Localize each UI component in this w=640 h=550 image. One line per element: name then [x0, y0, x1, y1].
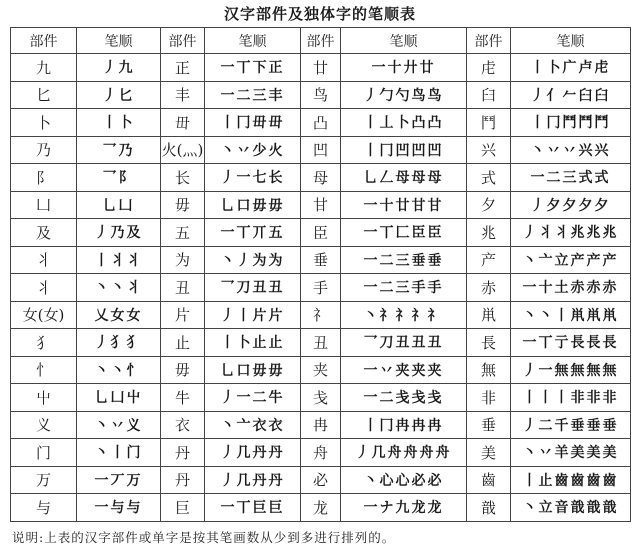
- header-stroke-order: 笔顺: [77, 28, 161, 54]
- stroke-order-cell: 丶丶丬: [77, 274, 161, 302]
- stroke-order-cell: 丶丷羊美美美: [511, 439, 631, 467]
- stroke-order-cell: 乚𠃋母母母: [341, 164, 467, 192]
- stroke-order-cell: 乛阝: [77, 164, 161, 192]
- component-cell: 犭: [11, 329, 77, 357]
- component-cell: 垂: [301, 246, 341, 274]
- stroke-order-cell: 丿几舟舟舟舟: [341, 439, 467, 467]
- table-row: [11, 164, 631, 192]
- component-cell: 式: [467, 164, 511, 192]
- component-cell: 屮: [11, 384, 77, 412]
- component-cell: 凵: [11, 191, 77, 219]
- component-cell: 凸: [301, 109, 341, 137]
- component-cell: 夕: [467, 191, 511, 219]
- stroke-order-cell: 丿几丹丹: [205, 439, 301, 467]
- stroke-order-cell: 丶心心必必: [341, 466, 467, 494]
- component-cell: 舟: [301, 439, 341, 467]
- header-component: 部件: [301, 28, 341, 54]
- stroke-order-cell: 丿乃及: [77, 219, 161, 247]
- stroke-order-cell: 丶丶丨鼡鼡鼡: [511, 301, 631, 329]
- stroke-order-cell: 丨冂毌毌: [205, 109, 301, 137]
- component-cell: 臼: [467, 81, 511, 109]
- component-cell: 冉: [301, 411, 341, 439]
- component-cell: 赤: [467, 274, 511, 302]
- component-cell: 匕: [11, 81, 77, 109]
- stroke-order-cell: 丿亻𠂉臼臼: [511, 81, 631, 109]
- stroke-order-cell: 丶礻礻礻礻: [341, 301, 467, 329]
- stroke-order-cell: 一十土赤赤赤: [511, 274, 631, 302]
- component-cell: 夹: [301, 356, 341, 384]
- table-row: [11, 191, 631, 219]
- component-cell: 万: [11, 466, 77, 494]
- stroke-order-cell: 丨丄卜凸凸: [341, 109, 467, 137]
- component-cell: 母: [301, 164, 341, 192]
- component-cell: 丬: [11, 274, 77, 302]
- stroke-order-cell: 丶亠立产产产: [511, 246, 631, 274]
- stroke-order-cell: 丶丷少火: [205, 136, 301, 164]
- table-row: [11, 356, 631, 384]
- component-cell: 牛: [161, 384, 205, 412]
- stroke-order-cell: 一丅亍長長長: [511, 329, 631, 357]
- stroke-order-cell: 一丅下正: [205, 54, 301, 82]
- stroke-order-cell: 丿夕夕夕夕: [511, 191, 631, 219]
- component-cell: 义: [11, 411, 77, 439]
- component-cell: 戠: [467, 494, 511, 522]
- component-cell: 五: [161, 219, 205, 247]
- stroke-order-cell: 丿勹勺鸟鸟: [341, 81, 467, 109]
- header-component: 部件: [161, 28, 205, 54]
- component-cell: 甘: [301, 191, 341, 219]
- table-body: [11, 54, 631, 522]
- stroke-order-cell: 丿一無無無無: [511, 356, 631, 384]
- stroke-order-cell: 丨丬丬: [77, 246, 161, 274]
- stroke-order-cell: 丨冂冉冉冉: [341, 411, 467, 439]
- component-cell: 火(灬): [161, 136, 205, 164]
- stroke-order-cell: 乚凵: [77, 191, 161, 219]
- stroke-order-cell: 丶丨门: [77, 439, 161, 467]
- table-row: [11, 54, 631, 82]
- header-component: 部件: [467, 28, 511, 54]
- stroke-order-cell: 丿丬丬兆兆兆: [511, 219, 631, 247]
- component-cell: 巨: [161, 494, 205, 522]
- component-cell: 正: [161, 54, 205, 82]
- stroke-order-cell: 丨冂鬥鬥鬥: [511, 109, 631, 137]
- stroke-order-cell: 丿九: [77, 54, 161, 82]
- stroke-order-cell: 丶立音戠戠戠: [511, 494, 631, 522]
- component-cell: 無: [467, 356, 511, 384]
- component-cell: 衣: [161, 411, 205, 439]
- component-cell: 臣: [301, 219, 341, 247]
- component-cell: 止: [161, 329, 205, 357]
- stroke-order-cell: 丨止齒齒齒齒: [511, 466, 631, 494]
- table-title: 汉字部件及独体字的笔顺表: [223, 5, 416, 23]
- stroke-order-cell: 丿一二牛: [205, 384, 301, 412]
- component-cell: 廿: [301, 54, 341, 82]
- component-cell: 卜: [11, 109, 77, 137]
- header-row: [11, 28, 631, 54]
- component-cell: 虍: [467, 54, 511, 82]
- component-cell: 鼡: [467, 301, 511, 329]
- component-cell: 凹: [301, 136, 341, 164]
- stroke-order-cell: 乚凵屮: [77, 384, 161, 412]
- component-cell: 非: [467, 384, 511, 412]
- header-stroke-order: 笔顺: [205, 28, 301, 54]
- stroke-order-cell: 丿二千垂垂垂: [511, 411, 631, 439]
- component-cell: 戋: [301, 384, 341, 412]
- table-row: [11, 109, 631, 137]
- stroke-order-cell: 丨丨丨非非非: [511, 384, 631, 412]
- component-cell: 必: [301, 466, 341, 494]
- stroke-order-cell: 乚口毋毋: [205, 356, 301, 384]
- stroke-order-cell: 丶丿为为: [205, 246, 301, 274]
- component-cell: 为: [161, 246, 205, 274]
- stroke-order-cell: 乛乃: [77, 136, 161, 164]
- stroke-order-cell: 丶丶忄: [77, 356, 161, 384]
- component-cell: 鬥: [467, 109, 511, 137]
- stroke-order-cell: 乛刀丑丑丑: [341, 329, 467, 357]
- component-cell: 长: [161, 164, 205, 192]
- component-cell: 垂: [467, 411, 511, 439]
- stroke-order-cell: 一二三手手: [341, 274, 467, 302]
- stroke-order-cell: 一二三垂垂: [341, 246, 467, 274]
- stroke-order-cell: 丶亠衣衣: [205, 411, 301, 439]
- stroke-order-cell: 一二戋戋戋: [341, 384, 467, 412]
- stroke-order-cell: 乂女女: [77, 301, 161, 329]
- stroke-order-cell: 一丅巨巨: [205, 494, 301, 522]
- component-cell: 丑: [301, 329, 341, 357]
- component-cell: 丹: [161, 466, 205, 494]
- stroke-order-cell: 丶丷义: [77, 411, 161, 439]
- component-cell: 兆: [467, 219, 511, 247]
- header-stroke-order: 笔顺: [511, 28, 631, 54]
- stroke-order-cell: 一丷夹夹夹: [341, 356, 467, 384]
- header-component: 部件: [11, 28, 77, 54]
- table-row: [11, 246, 631, 274]
- component-cell: 丬: [11, 246, 77, 274]
- stroke-order-cell: 一丆万: [77, 466, 161, 494]
- stroke-order-cell: 一十廾廿: [341, 54, 467, 82]
- table-row: [11, 411, 631, 439]
- component-cell: 鸟: [301, 81, 341, 109]
- component-cell: 齒: [467, 466, 511, 494]
- component-cell: 乃: [11, 136, 77, 164]
- stroke-order-cell: 丨卜止止: [205, 329, 301, 357]
- table-row: [11, 301, 631, 329]
- stroke-order-cell: 一与与: [77, 494, 161, 522]
- stroke-order-cell: 一二三丰: [205, 81, 301, 109]
- stroke-order-table: [10, 27, 631, 522]
- component-cell: 丹: [161, 439, 205, 467]
- component-cell: 忄: [11, 356, 77, 384]
- table-row: [11, 329, 631, 357]
- stroke-order-cell: 一丅匚臣臣: [341, 219, 467, 247]
- component-cell: 及: [11, 219, 77, 247]
- component-cell: 礻: [301, 301, 341, 329]
- stroke-order-cell: 丨卜广卢虍: [511, 54, 631, 82]
- stroke-order-cell: 丨冂凹凹凹: [341, 136, 467, 164]
- component-cell: 兴: [467, 136, 511, 164]
- component-cell: 美: [467, 439, 511, 467]
- component-cell: 長: [467, 329, 511, 357]
- stroke-order-cell: 一ナ九龙龙: [341, 494, 467, 522]
- table-row: [11, 81, 631, 109]
- component-cell: 与: [11, 494, 77, 522]
- stroke-order-cell: 丿几丹丹: [205, 466, 301, 494]
- table-row: [11, 274, 631, 302]
- component-cell: 丑: [161, 274, 205, 302]
- component-cell: 九: [11, 54, 77, 82]
- component-cell: 丰: [161, 81, 205, 109]
- component-cell: 产: [467, 246, 511, 274]
- component-cell: 阝: [11, 164, 77, 192]
- component-cell: 龙: [301, 494, 341, 522]
- stroke-order-cell: 丿犭犭: [77, 329, 161, 357]
- stroke-order-cell: 丿匕: [77, 81, 161, 109]
- component-cell: 毋: [161, 191, 205, 219]
- table-row: [11, 494, 631, 522]
- stroke-order-cell: 一十廿甘甘: [341, 191, 467, 219]
- stroke-order-cell: 丨卜: [77, 109, 161, 137]
- stroke-order-cell: 丿丨片片: [205, 301, 301, 329]
- component-cell: 片: [161, 301, 205, 329]
- component-cell: 女(女): [11, 301, 77, 329]
- table-row: [11, 136, 631, 164]
- component-cell: 毌: [161, 109, 205, 137]
- stroke-order-cell: 乚口毋毋: [205, 191, 301, 219]
- stroke-order-cell: 丿一七长: [205, 164, 301, 192]
- stroke-order-cell: 一丅丌五: [205, 219, 301, 247]
- table-row: [11, 219, 631, 247]
- stroke-order-cell: 一二三式式: [511, 164, 631, 192]
- table-row: [11, 466, 631, 494]
- table-row: [11, 439, 631, 467]
- component-cell: 毋: [161, 356, 205, 384]
- component-cell: 门: [11, 439, 77, 467]
- header-stroke-order: 笔顺: [341, 28, 467, 54]
- stroke-order-cell: 乛刀丑丑: [205, 274, 301, 302]
- footnote: 说明:上表的汉字部件或单字是按其笔画数从少到多进行排列的。: [12, 530, 396, 545]
- table-row: [11, 384, 631, 412]
- component-cell: 手: [301, 274, 341, 302]
- stroke-order-cell: 丶丷丷兴兴: [511, 136, 631, 164]
